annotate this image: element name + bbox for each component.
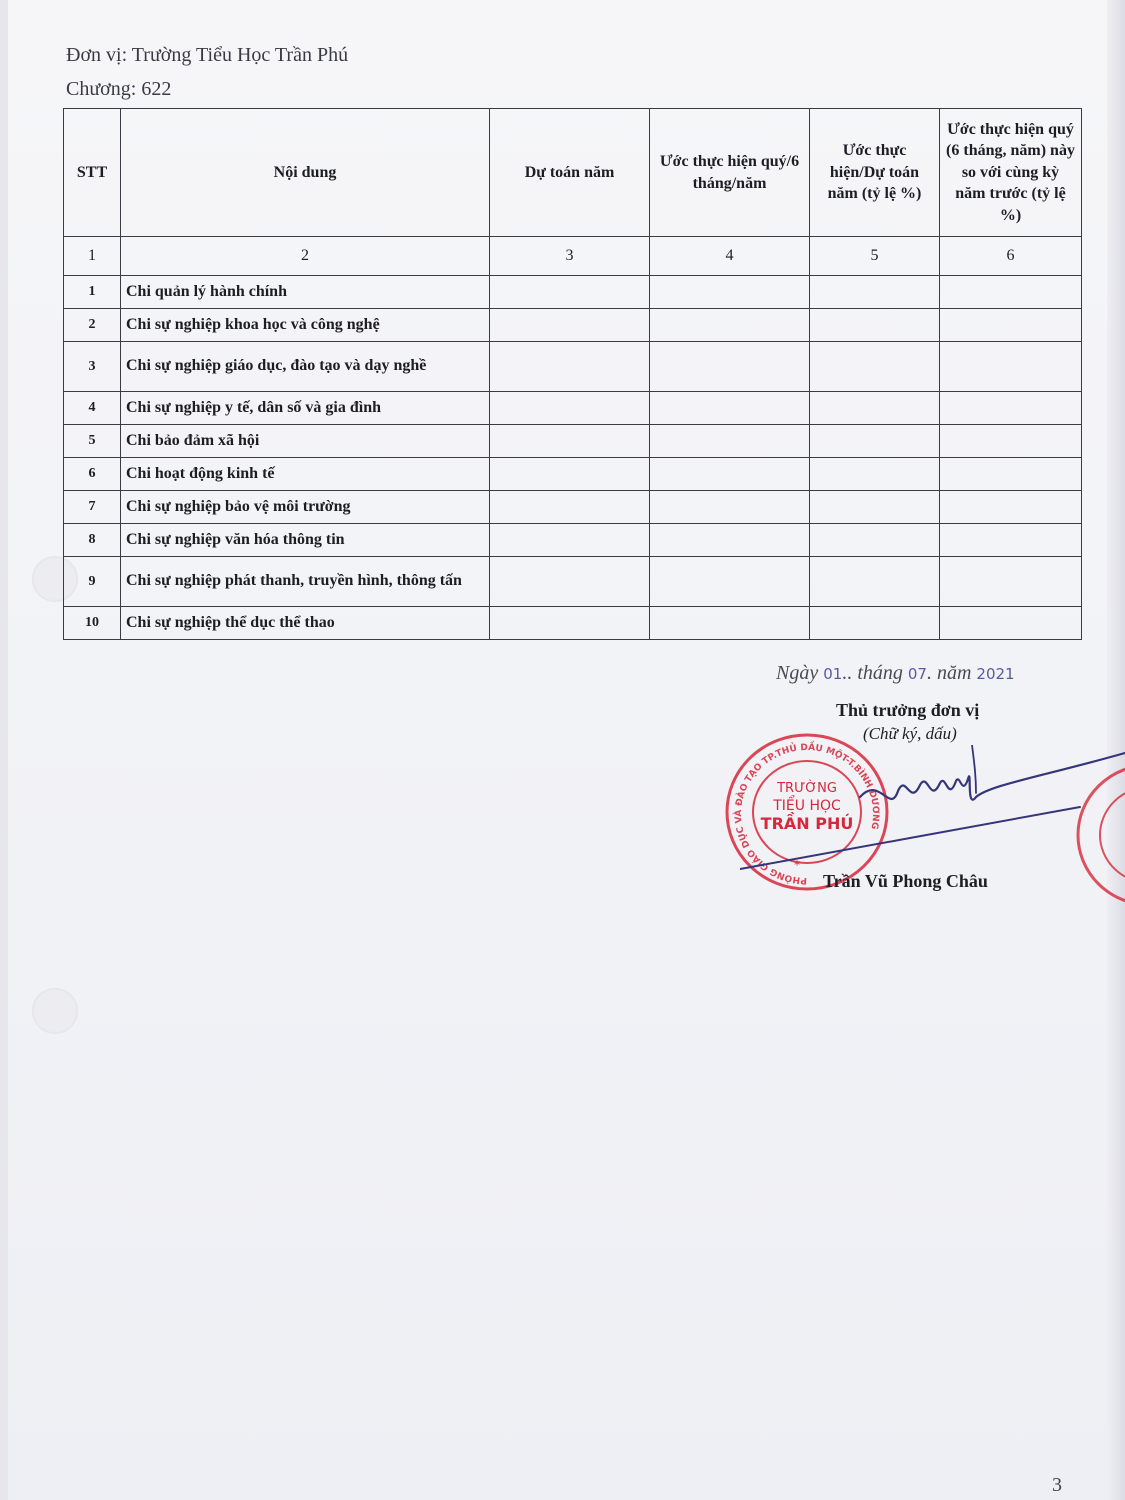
row-content: Chi sự nghiệp phát thanh, truyền hình, thông tấn <box>121 557 490 607</box>
table-row <box>64 425 1082 458</box>
row-stt: 9 <box>64 557 121 607</box>
svg-text:PHÒNG GIÁO DỤC VÀ ĐÀO TẠO TP.T: PHÒNG GIÁO DỤC VÀ ĐÀO TẠO TP.THỦ DẦU MỘT-T.BÌNH DƯƠNG <box>734 742 881 886</box>
unit-name: Đơn vị: Trường Tiểu Học Trần Phú <box>66 44 349 66</box>
svg-text:TRẦN PHÚ: TRẦN PHÚ <box>760 814 854 833</box>
empty-cell <box>650 458 810 491</box>
empty-cell <box>940 309 1082 342</box>
table-row <box>64 342 1082 392</box>
empty-cell <box>810 458 940 491</box>
empty-cell <box>490 309 650 342</box>
column-number: 4 <box>650 237 810 276</box>
row-stt: 10 <box>64 607 121 640</box>
empty-cell <box>490 392 650 425</box>
empty-cell <box>810 491 940 524</box>
empty-cell <box>940 276 1082 309</box>
date-month-label: tháng <box>857 662 903 684</box>
row-content: Chi sự nghiệp bảo vệ môi trường <box>121 491 490 524</box>
handwritten-signature-icon <box>740 745 1125 875</box>
svg-text:TRƯỜNG: TRƯỜNG <box>777 781 837 796</box>
empty-cell <box>490 524 650 557</box>
svg-text:TIỂU HỌC: TIỂU HỌC <box>773 798 841 814</box>
table-row <box>64 491 1082 524</box>
table-row <box>64 524 1082 557</box>
row-content: Chi hoạt động kinh tế <box>121 458 490 491</box>
empty-cell <box>490 607 650 640</box>
column-header: Ước thực hiện quý (6 tháng, năm) này so với cùng kỳ năm trước (tỷ lệ %) <box>940 109 1082 237</box>
empty-cell <box>810 309 940 342</box>
empty-cell <box>810 425 940 458</box>
table-header-row <box>64 109 1082 237</box>
row-stt: 3 <box>64 342 121 392</box>
row-stt: 5 <box>64 425 121 458</box>
column-header: Ước thực hiện/Dự toán năm (tỷ lệ %) <box>810 109 940 237</box>
table-row <box>64 607 1082 640</box>
empty-cell <box>810 276 940 309</box>
table-body <box>64 276 1082 640</box>
chapter-code: Chương: 622 <box>66 78 172 100</box>
table-row <box>64 392 1082 425</box>
empty-cell <box>940 607 1082 640</box>
table-row <box>64 458 1082 491</box>
date-year-label: năm <box>936 662 972 684</box>
column-number: 6 <box>940 237 1082 276</box>
empty-cell <box>650 607 810 640</box>
signature-note: (Chữ ký, dấu) <box>863 724 957 743</box>
column-number: 5 <box>810 237 940 276</box>
empty-cell <box>940 491 1082 524</box>
punch-hole <box>32 988 78 1034</box>
empty-cell <box>490 342 650 392</box>
column-number: 2 <box>121 237 490 276</box>
empty-cell <box>490 557 650 607</box>
column-header: STT <box>64 109 121 237</box>
row-content: Chi bảo đảm xã hội <box>121 425 490 458</box>
svg-text:*: * <box>794 858 800 872</box>
date-year: 2021 <box>976 665 1015 683</box>
empty-cell <box>650 309 810 342</box>
row-stt: 8 <box>64 524 121 557</box>
column-number: 1 <box>64 237 121 276</box>
empty-cell <box>650 392 810 425</box>
empty-cell <box>650 276 810 309</box>
column-number: 3 <box>490 237 650 276</box>
empty-cell <box>810 607 940 640</box>
row-content: Chi sự nghiệp thể dục thể thao <box>121 607 490 640</box>
empty-cell <box>810 524 940 557</box>
row-stt: 7 <box>64 491 121 524</box>
page-number: 3 <box>1052 1474 1062 1496</box>
date-month: 07 <box>907 665 927 683</box>
row-stt: 2 <box>64 309 121 342</box>
table-row <box>64 276 1082 309</box>
signing-date: Ngày 01.. tháng 07. năm 2021 <box>776 662 1015 684</box>
empty-cell <box>940 557 1082 607</box>
empty-cell <box>650 557 810 607</box>
empty-cell <box>810 342 940 392</box>
empty-cell <box>810 557 940 607</box>
empty-cell <box>650 491 810 524</box>
page-left-edge <box>0 0 8 1500</box>
row-content: Chi sự nghiệp văn hóa thông tin <box>121 524 490 557</box>
signer-name: Trần Vũ Phong Châu <box>823 871 988 891</box>
empty-cell <box>490 458 650 491</box>
empty-cell <box>940 392 1082 425</box>
row-content: Chi sự nghiệp khoa học và công nghệ <box>121 309 490 342</box>
row-stt: 4 <box>64 392 121 425</box>
row-content: Chi sự nghiệp giáo dục, đào tạo và dạy nghề <box>121 342 490 392</box>
expenditure-table <box>63 108 1082 640</box>
column-header: Nội dung <box>121 109 490 237</box>
row-content: Chi quản lý hành chính <box>121 276 490 309</box>
row-content: Chi sự nghiệp y tế, dân số và gia đình <box>121 392 490 425</box>
empty-cell <box>940 458 1082 491</box>
column-header: Ước thực hiện quý/6 tháng/năm <box>650 109 810 237</box>
column-header: Dự toán năm <box>490 109 650 237</box>
empty-cell <box>490 276 650 309</box>
table-row <box>64 309 1082 342</box>
row-stt: 1 <box>64 276 121 309</box>
date-day: 01 <box>823 665 843 683</box>
signer-title: Thủ trưởng đơn vị <box>836 700 980 720</box>
empty-cell <box>650 342 810 392</box>
empty-cell <box>650 425 810 458</box>
column-number-row <box>64 237 1082 276</box>
date-prefix: Ngày <box>776 662 819 684</box>
empty-cell <box>940 524 1082 557</box>
empty-cell <box>940 342 1082 392</box>
empty-cell <box>650 524 810 557</box>
empty-cell <box>490 491 650 524</box>
row-stt: 6 <box>64 458 121 491</box>
table-row <box>64 557 1082 607</box>
empty-cell <box>490 425 650 458</box>
empty-cell <box>810 392 940 425</box>
empty-cell <box>940 425 1082 458</box>
